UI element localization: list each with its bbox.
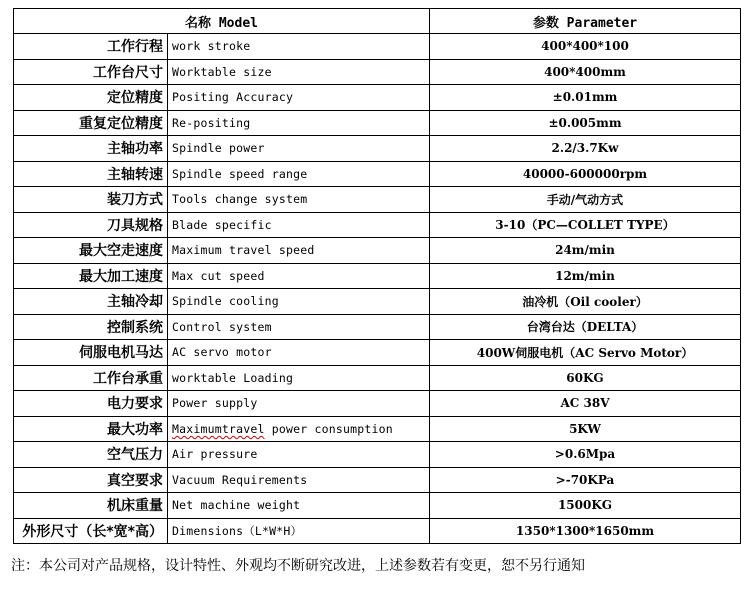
row-value: 60KG bbox=[430, 365, 741, 391]
table-row bbox=[14, 416, 741, 442]
row-label-zh: 工作台尺寸 bbox=[14, 59, 168, 85]
spec-table bbox=[13, 8, 741, 544]
table-row bbox=[14, 442, 741, 468]
row-label-zh: 主轴功率 bbox=[14, 136, 168, 162]
table-row bbox=[14, 85, 741, 111]
row-label-zh: 定位精度 bbox=[14, 85, 168, 111]
row-label-en: Power supply bbox=[168, 391, 430, 417]
spec-sheet bbox=[13, 8, 740, 544]
row-label-en: Positing Accuracy bbox=[168, 85, 430, 111]
table-row bbox=[14, 212, 741, 238]
footnote-disclaimer: 注：本公司对产品规格，设计特性、外观均不断研究改进，上述参数若有变更，恕不另行通知 bbox=[11, 558, 585, 574]
header-param-col: 参数 Parameter bbox=[430, 9, 741, 34]
table-row bbox=[14, 238, 741, 264]
table-row bbox=[14, 187, 741, 213]
row-value: 400*400mm bbox=[430, 59, 741, 85]
row-label-zh: 主轴转速 bbox=[14, 161, 168, 187]
table-row bbox=[14, 365, 741, 391]
row-value: 1350*1300*1650mm bbox=[430, 518, 741, 544]
row-label-en: AC servo motor bbox=[168, 340, 430, 366]
row-value: 台湾台达（DELTA） bbox=[430, 314, 741, 340]
row-label-en: Max cut speed bbox=[168, 263, 430, 289]
row-value: 1500KG bbox=[430, 493, 741, 519]
row-value: 油冷机（Oil cooler） bbox=[430, 289, 741, 315]
table-row bbox=[14, 314, 741, 340]
row-label-zh: 真空要求 bbox=[14, 467, 168, 493]
row-label-zh: 电力要求 bbox=[14, 391, 168, 417]
row-label-en: Spindle speed range bbox=[168, 161, 430, 187]
row-label-zh: 刀具规格 bbox=[14, 212, 168, 238]
row-value: 5KW bbox=[430, 416, 741, 442]
row-label-en: Blade specific bbox=[168, 212, 430, 238]
table-row bbox=[14, 518, 741, 544]
table-row bbox=[14, 161, 741, 187]
row-label-en: Spindle power bbox=[168, 136, 430, 162]
row-value: 24m/min bbox=[430, 238, 741, 264]
row-value: 12m/min bbox=[430, 263, 741, 289]
row-label-en: Vacuum Requirements bbox=[168, 467, 430, 493]
table-header-row bbox=[14, 9, 741, 34]
row-label-en: Tools change system bbox=[168, 187, 430, 213]
row-value: 400W伺服电机（AC Servo Motor） bbox=[430, 340, 741, 366]
row-label-en: worktable Loading bbox=[168, 365, 430, 391]
row-label-en: Air pressure bbox=[168, 442, 430, 468]
row-value: 400*400*100 bbox=[430, 34, 741, 60]
row-label-zh: 最大空走速度 bbox=[14, 238, 168, 264]
row-label-en: Worktable size bbox=[168, 59, 430, 85]
row-value: 40000-600000rpm bbox=[430, 161, 741, 187]
row-label-zh: 工作台承重 bbox=[14, 365, 168, 391]
row-label-zh: 空气压力 bbox=[14, 442, 168, 468]
spellcheck-underlined-word: Maximumtravel bbox=[172, 421, 265, 436]
table-row bbox=[14, 136, 741, 162]
row-value: ±0.005mm bbox=[430, 110, 741, 136]
table-row bbox=[14, 59, 741, 85]
row-value: ±0.01mm bbox=[430, 85, 741, 111]
row-label-zh: 主轴冷却 bbox=[14, 289, 168, 315]
row-label-zh: 控制系统 bbox=[14, 314, 168, 340]
row-label-en bbox=[168, 416, 430, 442]
row-label-zh: 工作行程 bbox=[14, 34, 168, 60]
row-label-en: Maximum travel speed bbox=[168, 238, 430, 264]
table-row bbox=[14, 391, 741, 417]
header-name-col: 名称 Model bbox=[14, 9, 430, 34]
row-label-en: Spindle cooling bbox=[168, 289, 430, 315]
row-label-zh: 重复定位精度 bbox=[14, 110, 168, 136]
row-label-zh: 机床重量 bbox=[14, 493, 168, 519]
row-label-en: Dimensions（L*W*H） bbox=[168, 518, 430, 544]
row-label-zh: 最大功率 bbox=[14, 416, 168, 442]
table-row bbox=[14, 493, 741, 519]
row-value: 3-10（PC—COLLET TYPE） bbox=[430, 212, 741, 238]
row-value: >-70KPa bbox=[430, 467, 741, 493]
table-row bbox=[14, 340, 741, 366]
row-label-zh: 装刀方式 bbox=[14, 187, 168, 213]
row-label-en: Re-positing bbox=[168, 110, 430, 136]
table-row bbox=[14, 263, 741, 289]
row-value: 手动/气动方式 bbox=[430, 187, 741, 213]
row-label-en: Control system bbox=[168, 314, 430, 340]
row-value: AC 38V bbox=[430, 391, 741, 417]
row-label-en: Net machine weight bbox=[168, 493, 430, 519]
row-label-zh: 最大加工速度 bbox=[14, 263, 168, 289]
row-label-zh: 伺服电机马达 bbox=[14, 340, 168, 366]
table-row bbox=[14, 34, 741, 60]
row-label-en-rest: power consumption bbox=[264, 421, 393, 436]
table-row bbox=[14, 289, 741, 315]
row-value: >0.6Mpa bbox=[430, 442, 741, 468]
row-label-zh: 外形尺寸（长*宽*高） bbox=[14, 518, 168, 544]
table-row bbox=[14, 467, 741, 493]
row-value: 2.2/3.7Kw bbox=[430, 136, 741, 162]
row-label-en: work stroke bbox=[168, 34, 430, 60]
table-row bbox=[14, 110, 741, 136]
